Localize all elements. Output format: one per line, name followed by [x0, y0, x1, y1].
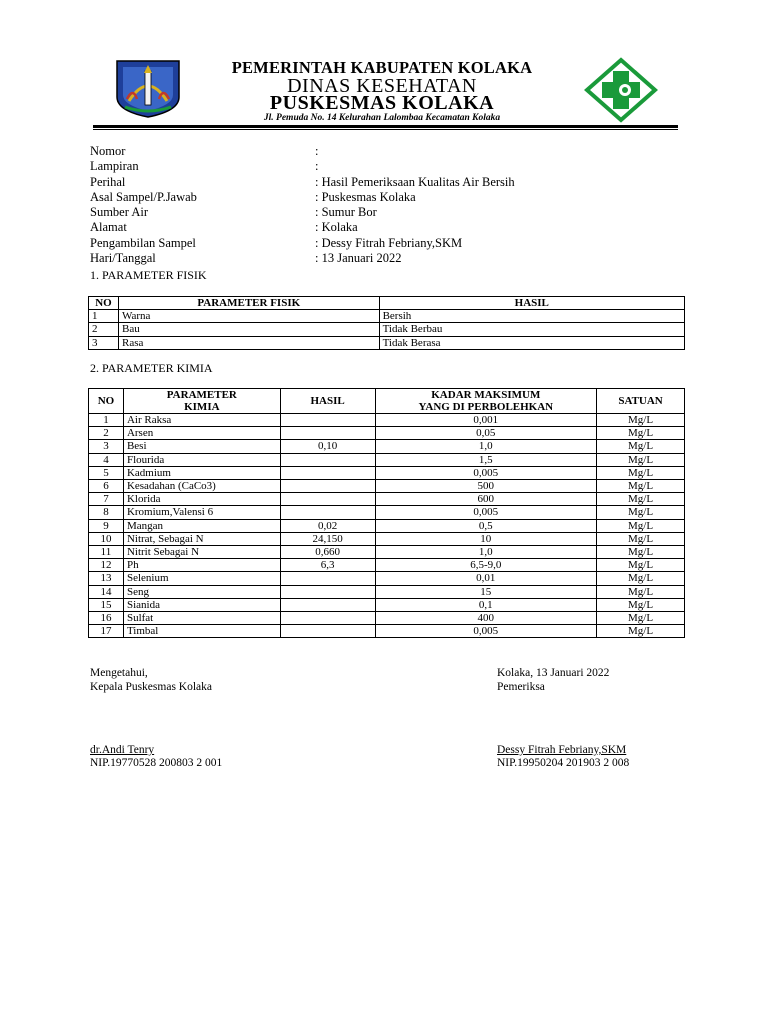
- table-cell: 0,005: [375, 506, 597, 519]
- table-cell: 3: [89, 336, 119, 349]
- table-cell: 15: [89, 598, 124, 611]
- table-cell: [280, 493, 375, 506]
- table-cell: Nitrat, Sebagai N: [123, 532, 280, 545]
- table-cell: 0,1: [375, 598, 597, 611]
- info-value: : 13 Januari 2022: [315, 251, 402, 266]
- chemical-table-row: [89, 546, 685, 559]
- table-cell: Mg/L: [597, 598, 685, 611]
- table-cell: [280, 427, 375, 440]
- letterhead-rule-thick: [93, 125, 678, 128]
- column-header: HASIL: [379, 297, 684, 310]
- table-cell: 6,3: [280, 559, 375, 572]
- column-header: HASIL: [280, 389, 375, 414]
- table-cell: 14: [89, 585, 124, 598]
- column-header: NO: [89, 389, 124, 414]
- table-cell: Nitrit Sebagai N: [123, 546, 280, 559]
- head-signatory-nip: NIP.19770528 200803 2 001: [90, 757, 223, 769]
- chemical-parameters-table: [88, 388, 685, 638]
- table-cell: 15: [375, 585, 597, 598]
- table-cell: 0,10: [280, 440, 375, 453]
- chemical-table-row: [89, 559, 685, 572]
- table-cell: 6: [89, 480, 124, 493]
- head-signatory-name: dr.Andi Tenry: [90, 744, 155, 756]
- section-title-chemical: 2. PARAMETER KIMIA: [90, 361, 213, 375]
- info-label: Hari/Tanggal: [90, 251, 156, 266]
- letterhead-government: PEMERINTAH KABUPATEN KOLAKA: [231, 58, 533, 77]
- table-cell: Timbal: [123, 625, 280, 638]
- table-cell: Mg/L: [597, 612, 685, 625]
- table-cell: 0,02: [280, 519, 375, 532]
- table-cell: 24,150: [280, 532, 375, 545]
- table-cell: [280, 414, 375, 427]
- table-cell: Air Raksa: [123, 414, 280, 427]
- table-cell: Seng: [123, 585, 280, 598]
- table-cell: [280, 572, 375, 585]
- info-value: :: [315, 144, 319, 158]
- examiner-signatory-name: Dessy Fitrah Febriany,SKM: [497, 744, 627, 756]
- table-cell: Kadmium: [123, 466, 280, 479]
- table-cell: Mg/L: [597, 546, 685, 559]
- table-cell: Mangan: [123, 519, 280, 532]
- table-cell: 0,5: [375, 519, 597, 532]
- chemical-table-row: [89, 414, 685, 427]
- table-cell: Arsen: [123, 427, 280, 440]
- table-cell: Mg/L: [597, 585, 685, 598]
- table-cell: Mg/L: [597, 625, 685, 638]
- table-cell: Mg/L: [597, 572, 685, 585]
- table-cell: 0,05: [375, 427, 597, 440]
- letterhead-rule-thin: [93, 129, 678, 130]
- table-cell: Besi: [123, 440, 280, 453]
- table-cell: [280, 466, 375, 479]
- table-cell: 1: [89, 310, 119, 323]
- chemical-table-row: [89, 480, 685, 493]
- table-cell: 1,0: [375, 440, 597, 453]
- table-cell: 0,660: [280, 546, 375, 559]
- table-cell: 10: [89, 532, 124, 545]
- chemical-table-row: [89, 466, 685, 479]
- table-cell: 0,01: [375, 572, 597, 585]
- table-cell: 0,001: [375, 414, 597, 427]
- table-cell: Kesadahan (CaCo3): [123, 480, 280, 493]
- table-cell: Mg/L: [597, 466, 685, 479]
- letterhead-department: DINAS KESEHATAN: [287, 75, 477, 97]
- chemical-table-row: [89, 427, 685, 440]
- acknowledge-label: Mengetahui,: [90, 667, 148, 679]
- place-date-label: Kolaka, 13 Januari 2022: [497, 667, 610, 679]
- table-cell: Kromium,Valensi 6: [123, 506, 280, 519]
- chemical-table-row: [89, 598, 685, 611]
- info-label: Lampiran: [90, 159, 139, 174]
- table-cell: Selenium: [123, 572, 280, 585]
- info-value: : Dessy Fitrah Febriany,SKM: [315, 235, 463, 250]
- examiner-signatory-nip: NIP.19950204 201903 2 008: [497, 757, 630, 769]
- table-cell: 400: [375, 612, 597, 625]
- info-label: Pengambilan Sampel: [90, 235, 196, 250]
- puskesmas-cross-icon: [584, 57, 658, 123]
- table-cell: 4: [89, 453, 124, 466]
- regency-emblem-icon: [113, 57, 183, 119]
- chemical-table-row: [89, 625, 685, 638]
- table-cell: [280, 585, 375, 598]
- table-cell: [280, 506, 375, 519]
- table-cell: Mg/L: [597, 493, 685, 506]
- table-cell: 17: [89, 625, 124, 638]
- column-header: PARAMETER FISIK: [118, 297, 379, 310]
- physical-table-row: [89, 310, 685, 323]
- table-cell: 2: [89, 323, 119, 336]
- table-cell: 5: [89, 466, 124, 479]
- chemical-table-row: [89, 506, 685, 519]
- table-cell: Mg/L: [597, 440, 685, 453]
- table-cell: [280, 598, 375, 611]
- table-cell: [280, 612, 375, 625]
- table-cell: 500: [375, 480, 597, 493]
- table-cell: 3: [89, 440, 124, 453]
- table-cell: Mg/L: [597, 427, 685, 440]
- section-title-physical: 1. PARAMETER FISIK: [90, 268, 207, 282]
- column-header: NO: [89, 297, 119, 310]
- physical-table-row: [89, 323, 685, 336]
- table-cell: Mg/L: [597, 519, 685, 532]
- info-label: Sumber Air: [90, 205, 148, 220]
- chemical-table-row: [89, 585, 685, 598]
- table-cell: Sulfat: [123, 612, 280, 625]
- table-cell: 9: [89, 519, 124, 532]
- table-cell: Mg/L: [597, 532, 685, 545]
- table-cell: Sianida: [123, 598, 280, 611]
- chemical-table-row: [89, 440, 685, 453]
- info-value: : Sumur Bor: [315, 205, 377, 220]
- table-cell: Bau: [118, 323, 379, 336]
- table-cell: 7: [89, 493, 124, 506]
- table-cell: [280, 625, 375, 638]
- table-cell: Mg/L: [597, 506, 685, 519]
- table-cell: Bersih: [379, 310, 684, 323]
- table-cell: 10: [375, 532, 597, 545]
- info-value: : Kolaka: [315, 220, 358, 235]
- chemical-table-row: [89, 572, 685, 585]
- table-cell: 6,5-9,0: [375, 559, 597, 572]
- table-cell: Flourida: [123, 453, 280, 466]
- column-header: SATUAN: [597, 389, 685, 414]
- table-cell: Mg/L: [597, 559, 685, 572]
- table-cell: 1: [89, 414, 124, 427]
- chemical-table-row: [89, 493, 685, 506]
- table-cell: [280, 480, 375, 493]
- table-cell: 12: [89, 559, 124, 572]
- table-header-row: [89, 297, 685, 310]
- physical-table-row: [89, 336, 685, 349]
- physical-parameters-table: [88, 296, 685, 350]
- chemical-table-row: [89, 532, 685, 545]
- letterhead-institution: PUSKESMAS KOLAKA: [269, 92, 495, 114]
- table-cell: 16: [89, 612, 124, 625]
- table-cell: 0,005: [375, 466, 597, 479]
- info-label: Nomor: [90, 144, 126, 158]
- table-cell: Klorida: [123, 493, 280, 506]
- info-value: : Puskesmas Kolaka: [315, 189, 416, 204]
- table-cell: 11: [89, 546, 124, 559]
- table-cell: 0,005: [375, 625, 597, 638]
- info-label: Asal Sampel/P.Jawab: [90, 189, 197, 204]
- table-cell: Mg/L: [597, 453, 685, 466]
- table-cell: Mg/L: [597, 414, 685, 427]
- table-cell: Tidak Berbau: [379, 323, 684, 336]
- table-cell: [280, 453, 375, 466]
- info-value: : Hasil Pemeriksaan Kualitas Air Bersih: [315, 174, 515, 189]
- column-header: KADAR MAKSIMUM YANG DI PERBOLEHKAN: [375, 389, 597, 414]
- info-label: Perihal: [90, 174, 126, 189]
- table-cell: 1,5: [375, 453, 597, 466]
- table-cell: 13: [89, 572, 124, 585]
- table-cell: Rasa: [118, 336, 379, 349]
- table-cell: Mg/L: [597, 480, 685, 493]
- chemical-table-row: [89, 519, 685, 532]
- table-cell: 1,0: [375, 546, 597, 559]
- table-cell: 2: [89, 427, 124, 440]
- table-header-row: [89, 389, 685, 414]
- head-position-label: Kepala Puskesmas Kolaka: [90, 681, 212, 693]
- column-header: PARAMETER KIMIA: [123, 389, 280, 414]
- table-cell: Warna: [118, 310, 379, 323]
- table-cell: Tidak Berasa: [379, 336, 684, 349]
- table-cell: 8: [89, 506, 124, 519]
- chemical-table-row: [89, 612, 685, 625]
- examiner-position-label: Pemeriksa: [497, 681, 545, 693]
- info-value: :: [315, 159, 319, 174]
- table-cell: Ph: [123, 559, 280, 572]
- chemical-table-row: [89, 453, 685, 466]
- table-cell: 600: [375, 493, 597, 506]
- info-label: Alamat: [90, 220, 127, 235]
- letterhead-address: Jl. Pemuda No. 14 Kelurahan Lalombaa Kecamatan Kolaka: [263, 113, 501, 123]
